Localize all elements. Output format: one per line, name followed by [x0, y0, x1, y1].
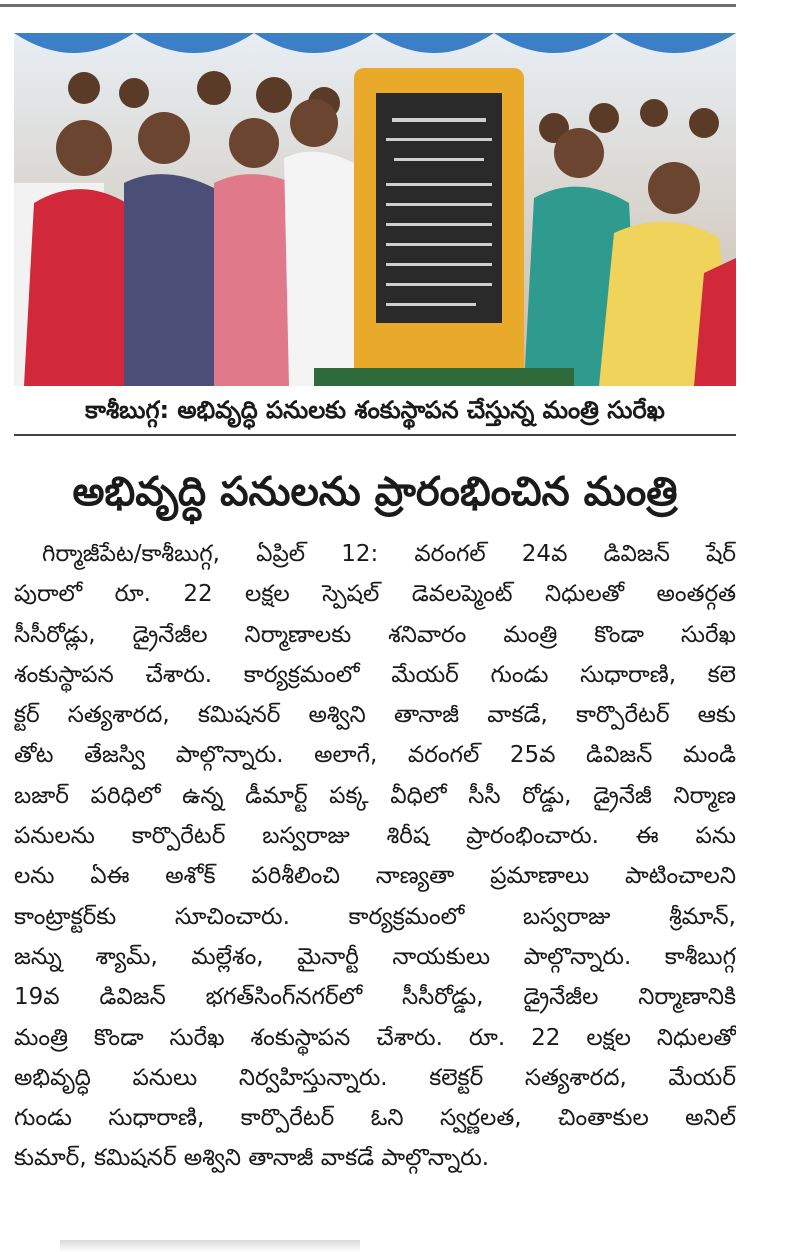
- news-photo-illustration: [14, 33, 736, 386]
- body-line: కుమార్, కమిషనర్ అశ్విని తానాజీ వాకడే పాల్గొన్నారు.: [14, 1145, 490, 1172]
- body-line: గుండు సుధారాణి, కార్పొరేటర్ ఓని స్వర్ణలత, చింతాకుల అనిల్: [14, 1105, 736, 1132]
- body-line: శంకుస్థాపన చేశారు. కార్యక్రమంలో మేయర్ గుండు సుధారాణి, కలె: [14, 661, 736, 688]
- body-line: సీసీరోడ్లు, డ్రైనేజీల నిర్మాణాలకు శనివారం మంత్రి కొండా సురేఖ: [14, 621, 736, 648]
- body-line: క్టర్ సత్యశారద, కమిషనర్ అశ్విని తానాజీ వాకడే, కార్పొరేటర్ ఆకు: [14, 702, 736, 729]
- body-line: పురాలో రూ. 22 లక్షల స్పెషల్ డెవలప్మెంట్ నిధులతో అంతర్గత: [14, 581, 736, 608]
- article-body: [14, 534, 736, 1179]
- bottom-edge-artifact: [60, 1240, 360, 1252]
- article-headline: అభివృద్ధి పనులను ప్రారంభించిన మంత్రి: [72, 469, 678, 515]
- body-line: పనులను కార్పొరేటర్ బస్వరాజు శిరీష ప్రారంభించారు. ఈ పను: [14, 823, 736, 850]
- news-photo: [14, 33, 736, 386]
- body-line: కాంట్రాక్టర్‌కు సూచించారు. కార్యక్రమంలో బస్వరాజు శ్రీమాన్,: [14, 903, 736, 930]
- photo-caption: కాశీబుగ్గ: అభివృద్ధి పనులకు శంకుస్థాపన చేస్తున్న మంత్రి సురేఖ: [14, 392, 736, 436]
- body-line: బజార్ పరిధిలో ఉన్న డీమార్ట్ పక్క వీధిలో సీసీ రోడ్డు, డ్రైనేజీ నిర్మాణ: [14, 782, 736, 809]
- body-line: జన్ను శ్యామ్, మల్లేశం, మైనార్టీ నాయకులు పాల్గొన్నారు. కాశీబుగ్గ: [14, 943, 736, 970]
- body-line: అభివృద్ధి పనులు నిర్వహిస్తున్నారు. కలెక్టర్ సత్యశారద, మేయర్: [14, 1064, 736, 1091]
- body-line: తోట తేజస్వి పాల్గొన్నారు. అలాగే, వరంగల్ 25వ డివిజన్ మండి: [14, 742, 736, 769]
- body-line: మంత్రి కొండా సురేఖ శంకుస్థాపన చేశారు. రూ. 22 లక్షల నిధులతో: [14, 1024, 736, 1051]
- body-line: గిర్మాజీపేట/కాశీబుగ్గ, ఏప్రిల్ 12: వరంగల్ 24వ డివిజన్ షేర్: [42, 541, 736, 567]
- body-line: లను ఏఈ అశోక్ పరిశీలించి నాణ్యతా ప్రమాణాలు పాటించాలని: [14, 863, 736, 890]
- body-line: 19వ డివిజన్ భగత్‌సింగ్‌నగర్‌లో సీసీరోడ్డు, డ్రైనేజీల నిర్మాణానికి: [14, 984, 736, 1011]
- top-rule: [0, 4, 736, 7]
